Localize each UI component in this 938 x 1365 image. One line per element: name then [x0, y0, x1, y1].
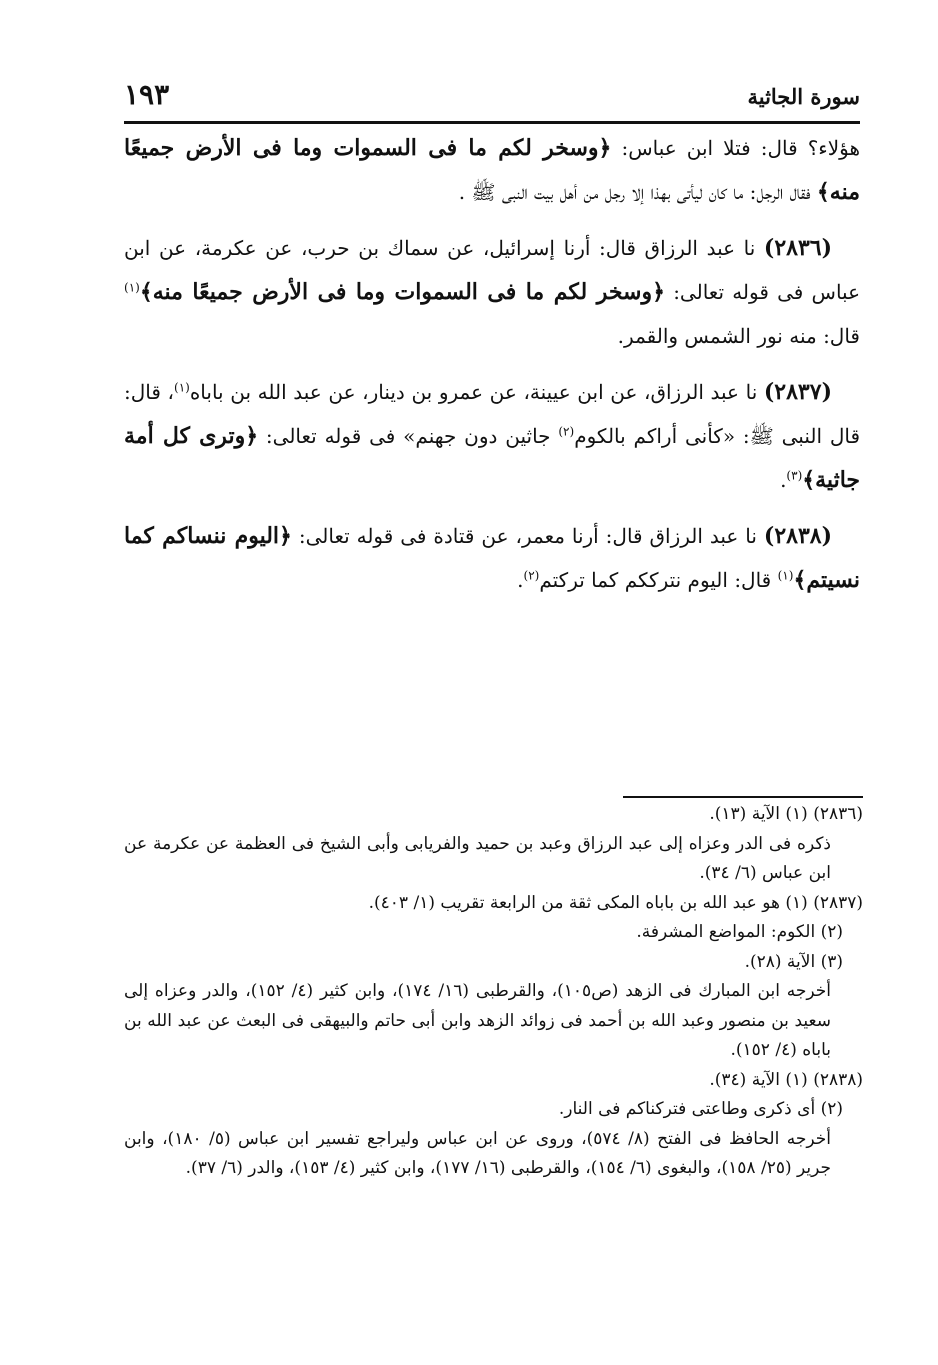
quran-verse: ﴿وترى كل أمة جاثية﴾ — [124, 423, 860, 493]
footnote-2837-source: أخرجه ابن المبارك فى الزهد (ص١٠٥)، والقرطبى (١٦/ ١٧٤)، وابن كثير (٤/ ١٥٢)، والدر وعزاه إلى سعيد بن منصور وعبد الله بن أحمد فى زوائد الزهد وابن أبى حاتم والبيهقى فى البعث عن عبد الله بن باباه (٤/ ١٥٢). — [124, 981, 832, 1060]
paragraph-continuation — [124, 126, 860, 214]
footnote-2838-1: (٢٨٣٨) (١) الآية (٣٤). — [709, 1069, 863, 1090]
footnote-marker: (٢) — [558, 424, 575, 439]
quran-verse: ﴿وسخر لكم ما فى السموات وما فى الأرض جميعًا منه﴾ — [124, 135, 860, 205]
text-segment: نا عبد الرزاق، عن ابن عيينة، عن عمرو بن دينار، عن عبد الله بن باباه — [189, 380, 764, 404]
footnote-2837-3: (٣) الآية (٢٨). — [744, 951, 843, 972]
hadith-2836 — [124, 226, 860, 358]
text-segment: قال: اليوم نترككم كما تركتم — [539, 568, 778, 592]
text-segment: هؤلاء؟ قال: فتلا ابن عباس: — [611, 136, 860, 160]
hadith-2838 — [124, 514, 860, 602]
text-segment: قال: منه نور الشمس والقمر. — [617, 324, 860, 348]
footnote-marker: (٢) — [523, 568, 540, 583]
hadith-number: (٢٨٣٧) — [763, 379, 832, 405]
footnote-marker: (١) — [124, 280, 140, 295]
footnote-marker: (١) — [777, 568, 794, 583]
header-rule — [124, 121, 860, 124]
text-segment: . — [780, 468, 787, 492]
main-text — [124, 126, 860, 614]
footnote-2836-1: (٢٨٣٦) (١) الآية (١٣). — [709, 804, 863, 824]
text-segment: . — [517, 568, 524, 592]
footnote-2837-1: (٢٨٣٧) (١) هو عبد الله بن باباه المكى ثقة من الرابعة تقريب (١/ ٤٠٣). — [368, 892, 863, 913]
page-number: ١٩٣ — [124, 78, 170, 111]
text-segment: فقال الرجل: ما كان ليأتى بهذا إلا رجل من أهل بيت النبى ﷺ . — [458, 180, 817, 204]
page-header — [124, 78, 860, 118]
footnote-2838-source: أخرجه الحافظ فى الفتح (٨/ ٥٧٤)، وروى عن ابن عباس وليراجع تفسير ابن عباس (٥/ ١٨٠)، وابن جرير (٢٥/ ١٥٨)، والبغوى (٦/ ١٥٤)، والقرطبى (١٦/ ١٧٧)، وابن كثير (٤/ ١٥٣)، والدر (٦/ ٣٧). — [124, 1128, 831, 1178]
footnote-2837-2: (٢) الكوم: المواضع المشرفة. — [636, 922, 843, 942]
footnote-2838-2: (٢) أى ذكرى وطاعتى فتركناكم فى النار. — [558, 1099, 843, 1119]
footnotes — [124, 800, 863, 1184]
footnote-marker: (٣) — [786, 468, 803, 483]
hadith-number: (٢٨٣٨) — [763, 523, 832, 549]
hadith-number: (٢٨٣٦) — [763, 235, 832, 261]
text-segment: نا عبد الرزاق قال: أرنا معمر، عن قتادة فى قوله تعالى: — [291, 524, 764, 548]
surah-title: سورة الجاثية — [747, 84, 860, 109]
text-segment: نا عبد الرزاق قال: أرنا إسرائيل، عن سماك بن حرب، عن عكرمة، عن ابن عباس فى قوله تعالى: — [124, 236, 861, 304]
footnote-rule — [623, 796, 863, 798]
quran-verse: ﴿اليوم ننساكم كما نسيتم﴾ — [124, 523, 860, 593]
footnote-marker: (١) — [174, 380, 190, 395]
text-segment: ، قال: قال النبى ﷺ: «كأنى أراكم بالكوم — [124, 380, 861, 448]
hadith-2837 — [124, 370, 860, 502]
footnote-2836-source: ذكره فى الدر وعزاه إلى عبد الرزاق وعبد بن حميد والفريابى وأبى الشيخ فى العظمة عن عكرمة عن ابن عباس (٦/ ٣٤). — [124, 833, 831, 883]
quran-verse: ﴿وسخر لكم ما فى السموات وما فى الأرض جميعًا منه﴾ — [139, 279, 665, 305]
text-segment: جاثين دون جهنم» فى قوله تعالى: — [258, 424, 559, 448]
